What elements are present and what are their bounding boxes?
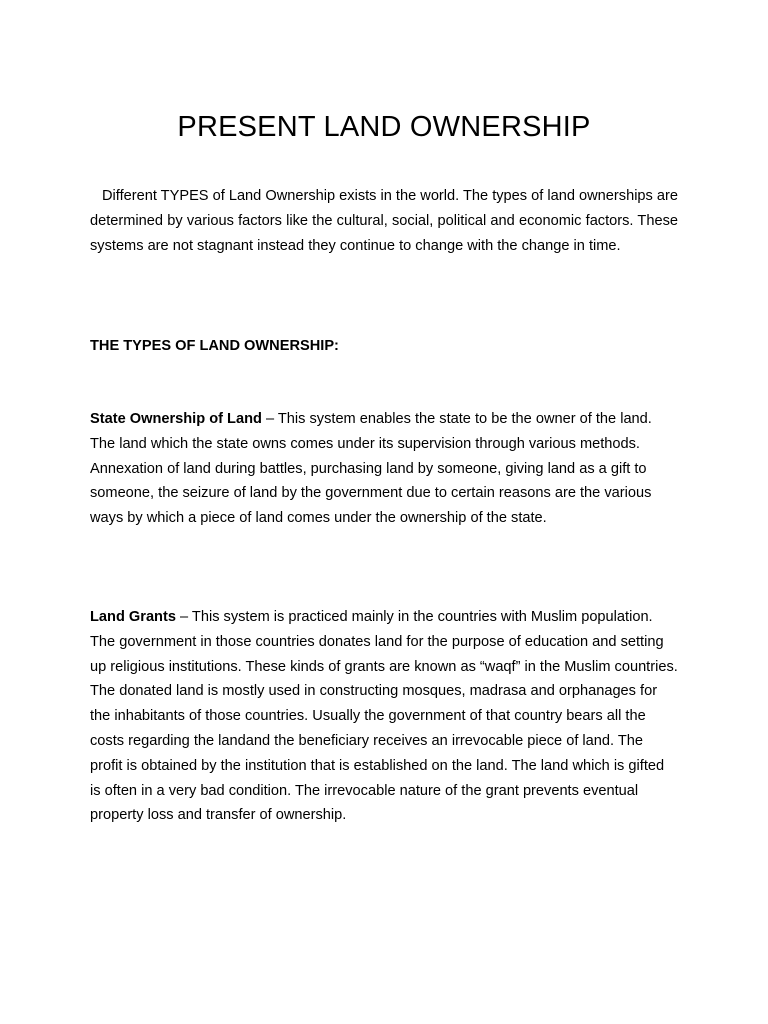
- land-grants-term: Land Grants: [90, 609, 176, 625]
- page-title: PRESENT LAND OWNERSHIP: [177, 111, 591, 144]
- state-ownership-paragraph: [90, 407, 678, 531]
- state-ownership-body: – This system enables the state to be the owner of the land. The land which the state owns comes under its supervision through various methods. Annexation of land during battles, purchasing land by someone, giving land as a gift to someone, the seizure of land by the government due to certain reasons are the various ways by which a piece of land comes under the ownership of the state.: [90, 411, 652, 527]
- state-ownership-term: State Ownership of Land: [90, 411, 262, 427]
- intro-paragraph: Different TYPES of Land Ownership exists in the world. The types of land ownerships are determined by various factors like the cultural, social, political and economic factors. These systems are not stagnant instead they continue to change with the change in time.: [90, 188, 678, 254]
- types-heading: THE TYPES OF LAND OWNERSHIP:: [90, 338, 339, 354]
- land-grants-body: – This system is practiced mainly in the countries with Muslim population. The government in those countries donates land for the purpose of education and setting up religious institutions. These kinds of grants are known as “waqf” in the Muslim countries. The donated land is mostly used in constructing mosques, madrasa and orphanages for the inhabitants of those countries. Usually the government of that country bears all the costs regarding the landand the beneficiary receives an irrevocable piece of land. The profit is obtained by the institution that is established on the land. The land which is gifted is often in a very bad condition. The irrevocable nature of the grant prevents eventual property loss and transfer of ownership.: [90, 609, 678, 824]
- land-grants-paragraph: [90, 605, 678, 828]
